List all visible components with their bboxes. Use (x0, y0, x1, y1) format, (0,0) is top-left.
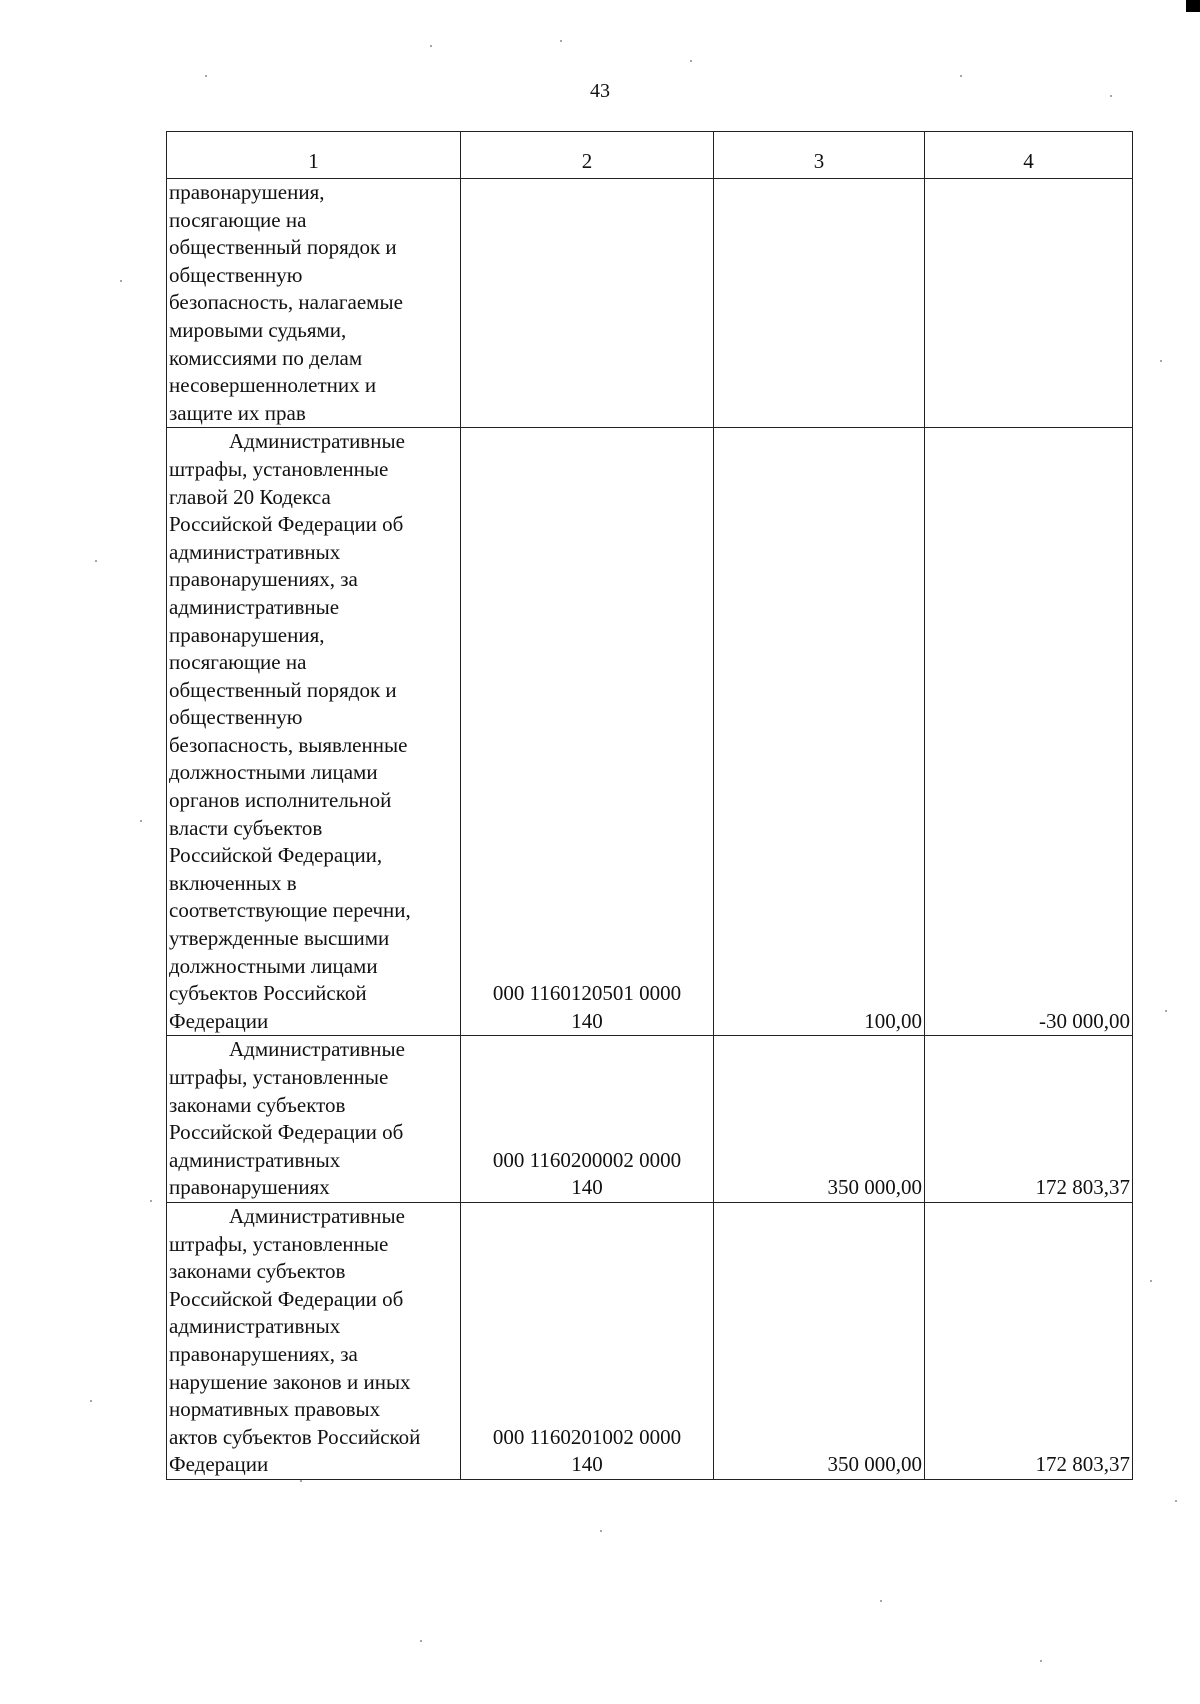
description-line: утвержденные высшими (169, 926, 390, 951)
column-header-4: 4 (925, 132, 1133, 179)
amount-col3: 350 000,00 (714, 1036, 925, 1203)
page-number: 43 (590, 80, 610, 102)
table-row (167, 428, 1133, 1036)
description-line: правонарушениях, за (169, 1341, 358, 1366)
description-line: субъектов Российской (169, 981, 367, 1006)
budget-code (461, 1202, 714, 1479)
scan-speck (600, 1530, 602, 1532)
budget-table (166, 131, 1133, 1480)
description-line: общественную (169, 705, 303, 730)
budget-code (461, 1036, 714, 1203)
scan-speck (1110, 95, 1112, 97)
description-line: законами субъектов (169, 1259, 346, 1284)
amount-col4 (925, 179, 1133, 428)
amount-col3 (714, 179, 925, 428)
description-line: Административные (229, 429, 405, 454)
row-description (167, 1202, 461, 1479)
description-line: комиссиями по делам (169, 345, 363, 370)
row-description (167, 428, 461, 1036)
description-line: главой 20 Кодекса (169, 484, 331, 509)
description-line: актов субъектов Российской (169, 1424, 421, 1449)
scan-speck (205, 75, 207, 77)
description-line: правонарушениях (169, 1175, 330, 1200)
description-line: административные (169, 594, 340, 619)
scan-speck (560, 40, 562, 42)
budget-code (461, 179, 714, 428)
description-line: Федерации (169, 1452, 269, 1477)
description-line: нормативных правовых (169, 1397, 381, 1422)
description-line: общественную (169, 262, 303, 287)
description-line: должностными лицами (169, 760, 378, 785)
description-line: соответствующие перечни, (169, 898, 411, 923)
description-line: Административные (229, 1037, 405, 1062)
scan-speck (420, 1640, 422, 1642)
scan-speck (1175, 1500, 1177, 1502)
description-line: правонарушения, (169, 180, 325, 204)
description-line: посягающие на (169, 207, 307, 232)
table-row (167, 1036, 1133, 1203)
description-line: административных (169, 1147, 341, 1172)
scan-speck (1040, 1660, 1042, 1662)
scan-speck (140, 820, 142, 822)
scan-speck (95, 560, 97, 562)
budget-code-line: 140 (571, 1175, 603, 1200)
amount-col4: 172 803,37 (925, 1202, 1133, 1479)
description-line: Российской Федерации об (169, 1286, 404, 1311)
description-line: законами субъектов (169, 1092, 346, 1117)
column-header-1: 1 (167, 132, 461, 179)
description-line: власти субъектов (169, 815, 323, 840)
table-row (167, 1202, 1133, 1479)
row-description (167, 1036, 461, 1203)
description-line: посягающие на (169, 650, 307, 675)
scan-speck (960, 75, 962, 77)
scan-speck (120, 280, 122, 282)
description-line: штрафы, установленные (169, 456, 389, 481)
budget-code-line: 140 (571, 1008, 603, 1033)
amount-col4: -30 000,00 (925, 428, 1133, 1036)
scan-speck (430, 45, 432, 47)
description-line: административных (169, 539, 341, 564)
description-line: органов исполнительной (169, 788, 392, 813)
scan-corner-mark (1186, 0, 1200, 12)
amount-col3: 350 000,00 (714, 1202, 925, 1479)
description-line: правонарушениях, за (169, 567, 358, 592)
scan-speck (150, 1200, 152, 1202)
description-line: Российской Федерации об (169, 512, 404, 537)
description-line: штрафы, установленные (169, 1065, 389, 1089)
description-line: общественный порядок и (169, 235, 397, 260)
budget-code-line: 000 1160120501 0000 (492, 981, 682, 1006)
row-description (167, 179, 461, 428)
description-line: защите их прав (169, 400, 306, 425)
description-line: несовершеннолетних и (169, 373, 377, 398)
description-line: общественный порядок и (169, 677, 397, 702)
description-line: безопасность, выявленные (169, 732, 408, 757)
description-line: штрафы, установленные (169, 1231, 389, 1256)
budget-code-line: 140 (571, 1452, 603, 1477)
amount-col3: 100,00 (714, 428, 925, 1036)
scan-speck (880, 1600, 882, 1602)
scan-speck (300, 1480, 302, 1482)
scan-speck (1160, 360, 1162, 362)
scan-speck (1150, 1280, 1152, 1282)
description-line: административных (169, 1314, 341, 1339)
column-header-3: 3 (714, 132, 925, 179)
amount-col4: 172 803,37 (925, 1036, 1133, 1203)
budget-code (461, 428, 714, 1036)
description-line: должностными лицами (169, 953, 378, 978)
scan-speck (1165, 1010, 1167, 1012)
scan-speck (690, 60, 692, 62)
description-line: Российской Федерации, (169, 843, 383, 868)
table-row (167, 179, 1133, 428)
budget-code-line: 000 1160201002 0000 (492, 1424, 682, 1449)
description-line: Российской Федерации об (169, 1120, 404, 1145)
table-header-row (167, 132, 1133, 179)
description-line: правонарушения, (169, 622, 325, 647)
description-line: Федерации (169, 1008, 269, 1033)
description-line: нарушение законов и иных (169, 1369, 411, 1394)
column-header-2: 2 (461, 132, 714, 179)
budget-code-line: 000 1160200002 0000 (492, 1147, 682, 1172)
scan-speck (90, 1400, 92, 1402)
description-line: Административные (229, 1203, 405, 1228)
description-line: включенных в (169, 870, 297, 895)
description-line: безопасность, налагаемые (169, 290, 403, 315)
description-line: мировыми судьями, (169, 317, 347, 342)
